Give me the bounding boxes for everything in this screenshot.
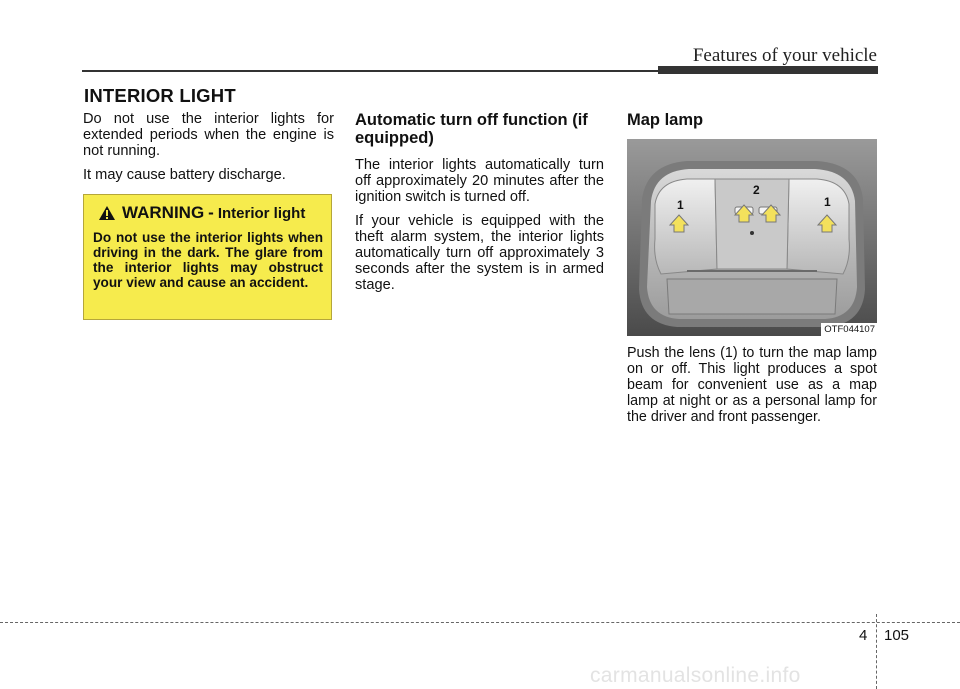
column-1 bbox=[83, 111, 334, 191]
warning-subject: Interior light bbox=[217, 204, 306, 222]
warning-text: Do not use the interior lights when driving in the dark. The glare from the interior lights may obstruct your view and cause an accident. bbox=[93, 230, 323, 290]
column-3 bbox=[627, 111, 877, 139]
figure-label-1-right: 1 bbox=[824, 195, 831, 209]
paragraph: It may cause battery discharge. bbox=[83, 167, 286, 183]
subheading-map-lamp: Map lamp bbox=[627, 111, 704, 129]
paragraph: The interior lights automatically turn off approximately 20 minutes after the ignition switch is turned off. bbox=[355, 157, 604, 205]
watermark: carmanualsonline.info bbox=[590, 664, 801, 687]
paragraph: Do not use the interior lights for extended periods when the engine is not running. bbox=[83, 111, 334, 159]
paragraph: If your vehicle is equipped with the theft alarm system, the interior lights automatically turn off approximately 3 seconds after the system is in armed stage. bbox=[355, 213, 604, 293]
header-rule-thin bbox=[82, 70, 660, 72]
running-header: Features of your vehicle bbox=[692, 45, 877, 66]
chapter-number: 4 bbox=[859, 627, 868, 644]
column-2 bbox=[355, 111, 604, 301]
section-title: INTERIOR LIGHT bbox=[84, 85, 236, 106]
map-lamp-illustration bbox=[627, 139, 877, 336]
figure-label-2: 2 bbox=[753, 183, 760, 197]
warning-word: WARNING bbox=[122, 203, 205, 222]
figure-label-1-left: 1 bbox=[677, 198, 684, 212]
map-lamp-figure bbox=[627, 139, 877, 336]
page-number: 105 bbox=[884, 627, 910, 644]
subheading-auto-off: Automatic turn off function (if equipped) bbox=[355, 111, 588, 147]
warning-heading bbox=[98, 203, 305, 223]
header-rule-thick bbox=[658, 66, 878, 74]
warning-box bbox=[83, 194, 332, 320]
footer-rule bbox=[0, 622, 960, 623]
warning-triangle-icon bbox=[98, 205, 116, 221]
footer-divider bbox=[876, 614, 877, 689]
warning-dash: - bbox=[208, 203, 214, 222]
figure-caption: OTF044107 bbox=[821, 323, 877, 336]
paragraph-map-lamp: Push the lens (1) to turn the map lamp on or off. This light produces a spot beam for convenient use as a map lamp at night or as a personal lamp for the driver and front passenger. bbox=[627, 345, 877, 425]
